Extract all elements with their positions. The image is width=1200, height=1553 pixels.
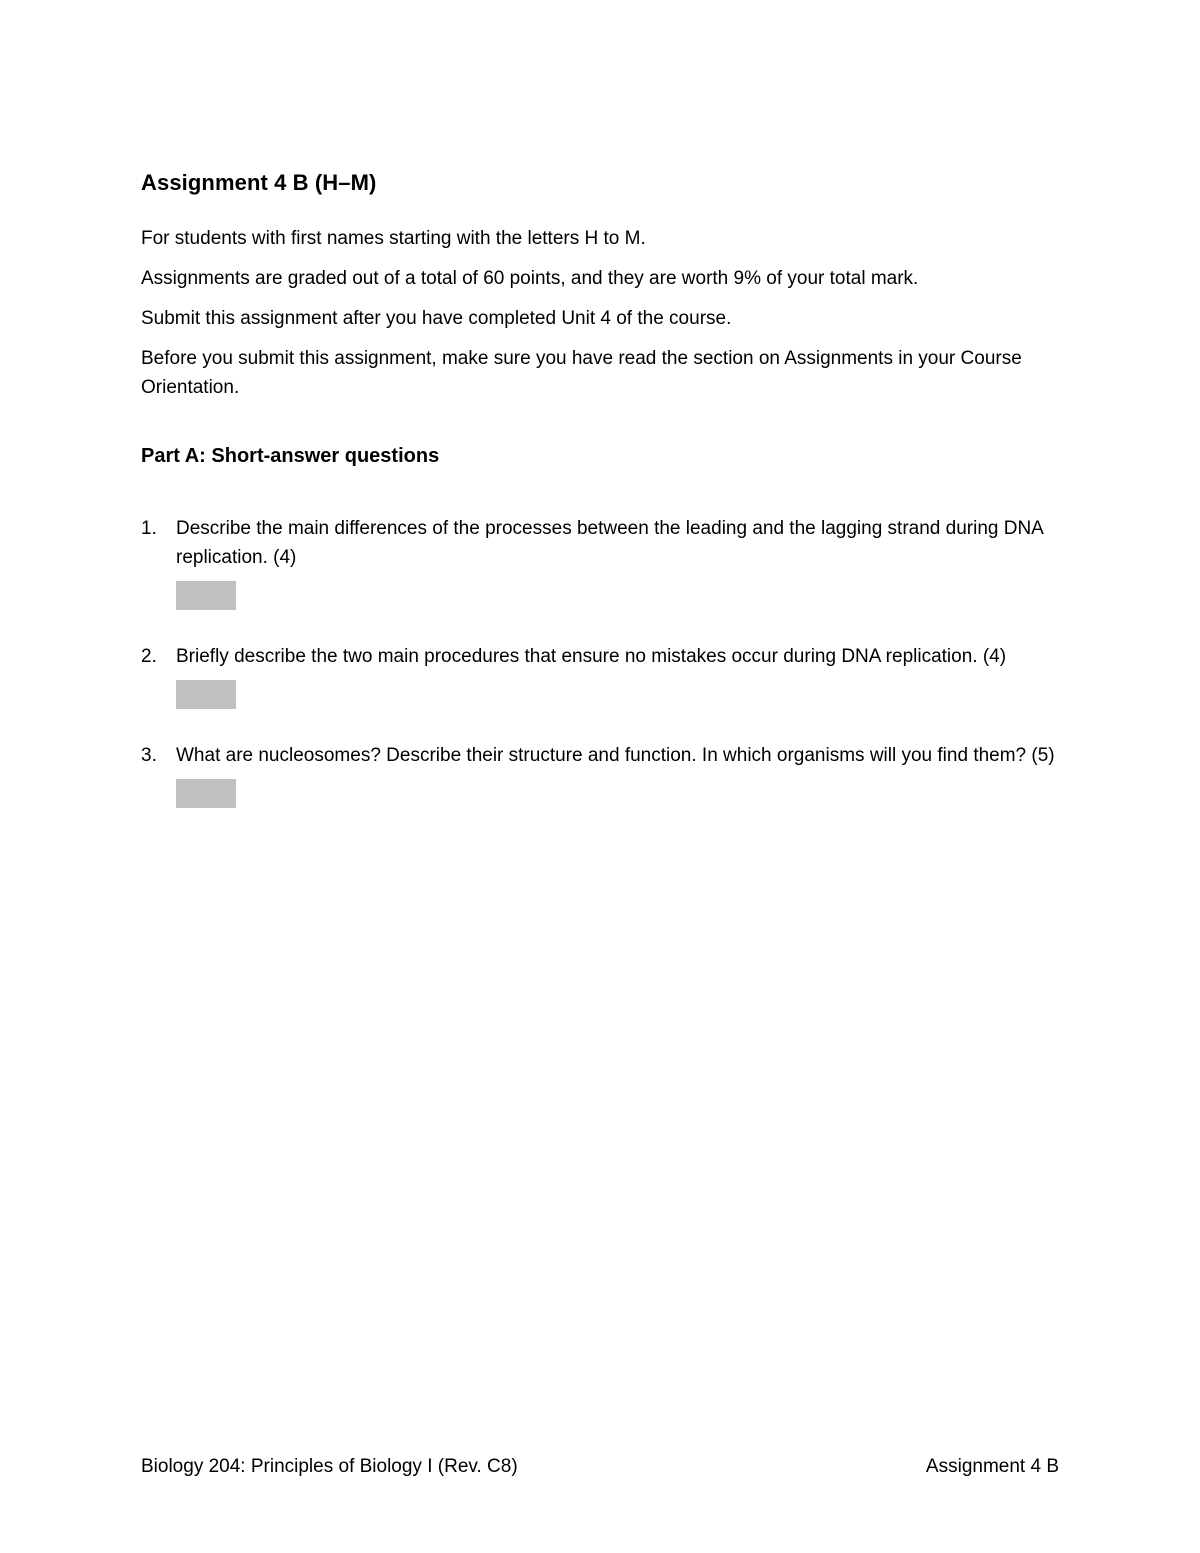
intro-paragraph-eligibility: For students with first names starting with the letters H to M.: [141, 228, 646, 249]
question-item-2: [141, 642, 1071, 709]
part-a-heading: Part A: Short-answer questions: [141, 445, 440, 467]
question-number: 3.: [141, 745, 157, 766]
question-item-1: [141, 514, 1071, 610]
intro-paragraph-orientation: Before you submit this assignment, make sure you have read the section on Assignments in your Course Orientation.: [141, 348, 1022, 398]
answer-field-3[interactable]: [176, 779, 236, 808]
question-item-3: [141, 741, 1071, 808]
answer-field-1[interactable]: [176, 581, 236, 610]
answer-field-2[interactable]: [176, 680, 236, 709]
question-text: Briefly describe the two main procedures that ensure no mistakes occur during DNA replication. (4): [176, 646, 1007, 667]
assignment-title: Assignment 4 B (H–M): [141, 170, 377, 195]
question-text: What are nucleosomes? Describe their structure and function. In which organisms will you find them? (5): [176, 745, 1055, 766]
footer-assignment-label: Assignment 4 B: [925, 1456, 1059, 1477]
intro-paragraph-grading: Assignments are graded out of a total of 60 points, and they are worth 9% of your total mark.: [141, 268, 919, 289]
question-list: [141, 514, 1071, 840]
question-number: 1.: [141, 518, 157, 539]
intro-paragraph-submission: Submit this assignment after you have completed Unit 4 of the course.: [141, 308, 732, 329]
footer-course-name: Biology 204: Principles of Biology I (Rev. C8): [141, 1456, 518, 1477]
intro-section: [141, 224, 1071, 413]
question-number: 2.: [141, 646, 157, 667]
question-text: Describe the main differences of the processes between the leading and the lagging strand during DNA replication. (4): [176, 518, 1043, 568]
